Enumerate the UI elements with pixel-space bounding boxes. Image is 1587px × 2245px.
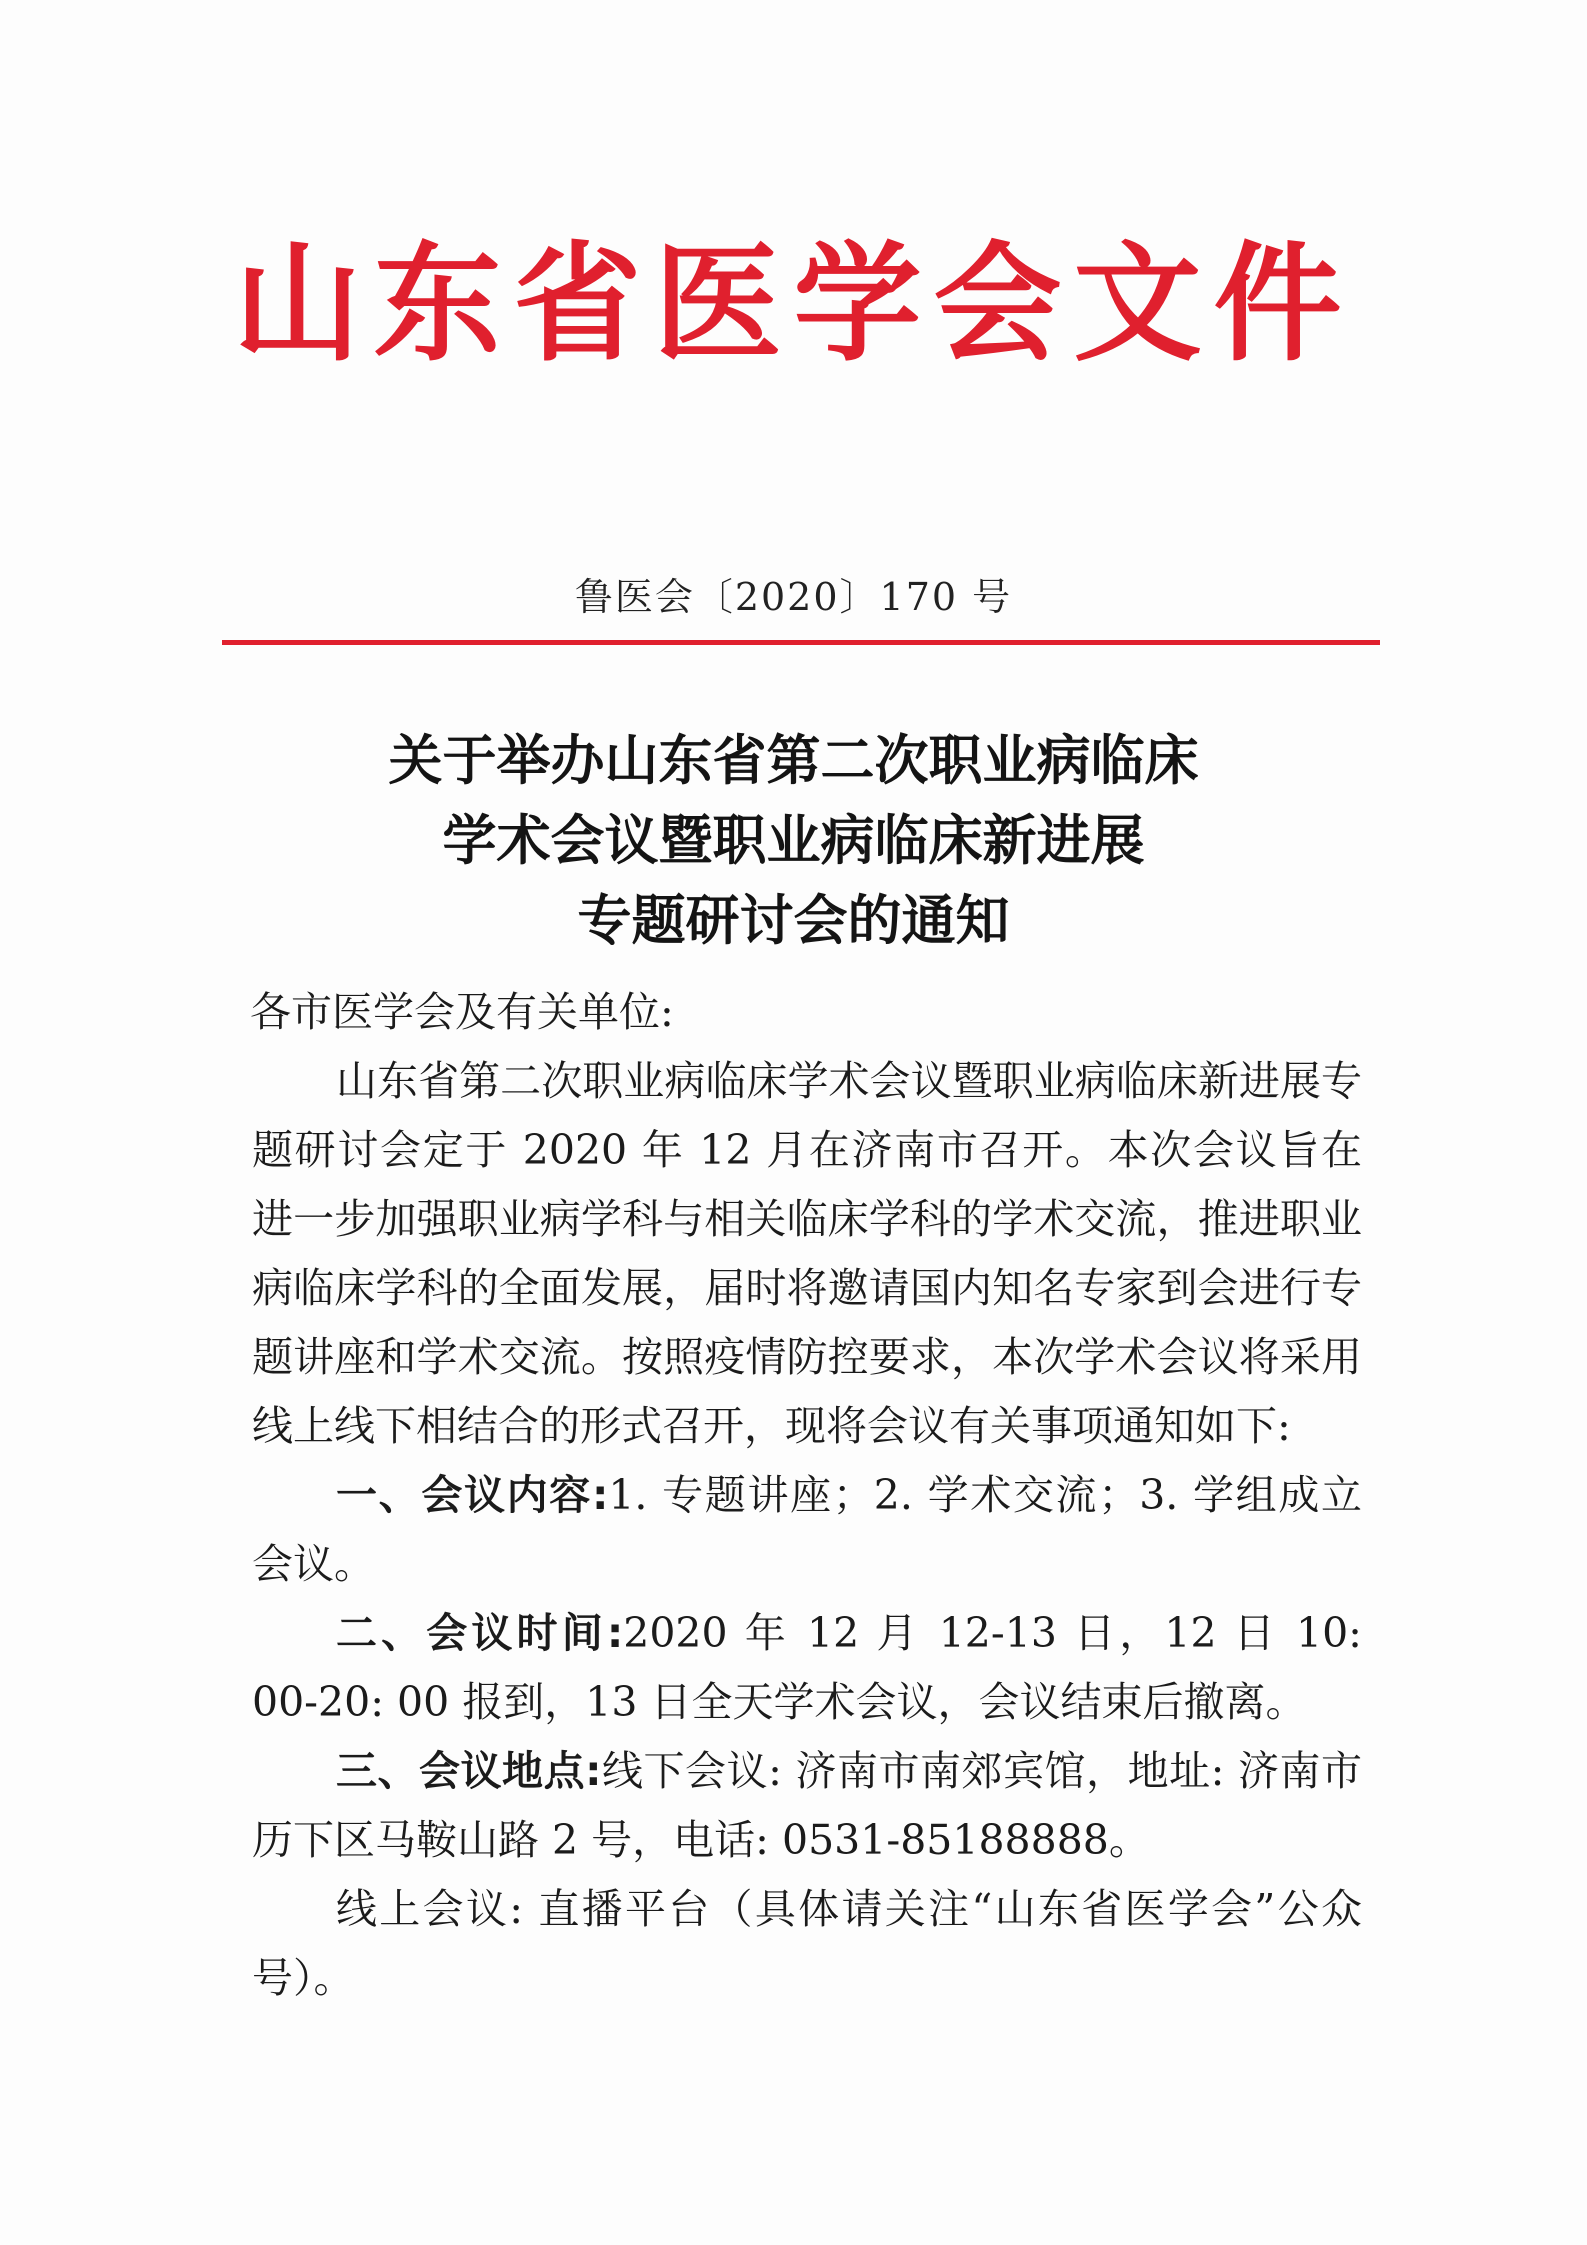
- issuer-title: 山东省医学会文件: [233, 229, 1354, 379]
- section-time: [252, 1599, 1362, 1737]
- section-heading: 二、会议时间:: [336, 1609, 624, 1657]
- section-text: 线下会议: 济南市南郊宾馆，地址: 济南市历下区马鞍山路 2 号，电话: 0531-85188888。: [252, 1747, 1362, 1864]
- section-text: 1. 专题讲座；2. 学术交流；3. 学组成立会议。: [252, 1471, 1362, 1588]
- notice-body: [252, 978, 1362, 2013]
- section-text: 2020 年 12 月 12-13 日，12 日 10: 00-20: 00 报到，13 日全天学术会议，会议结束后撤离。: [252, 1609, 1362, 1726]
- notice-title-line: 学术会议暨职业病临床新进展: [442, 808, 1145, 872]
- section-heading: 三、会议地点:: [336, 1747, 602, 1795]
- document-number: 鲁医会〔2020〕170 号: [574, 575, 1013, 619]
- online-meeting-paragraph: 线上会议: 直播平台（具体请关注“山东省医学会”公众号）。: [252, 1885, 1362, 2002]
- intro-paragraph: 山东省第二次职业病临床学术会议暨职业病临床新进展专题研讨会定于 2020 年 12 月在济南市召开。本次会议旨在进一步加强职业病学科与相关临床学科的学术交流，推进职业病临床学科的全面发展，届时将邀请国内知名专家到会进行专题讲座和学术交流。按照疫情防控要求，本次学术会议将采用线上线下相结合的形式召开，现将会议有关事项通知如下:: [252, 1057, 1362, 1450]
- salutation: 各市医学会及有关单位:: [250, 988, 674, 1036]
- notice-title-line: 关于举办山东省第二次职业病临床: [388, 728, 1199, 792]
- section-content: [252, 1461, 1362, 1599]
- section-heading: 一、会议内容:: [336, 1471, 609, 1519]
- red-divider-line: [222, 640, 1380, 645]
- notice-title-line: 专题研讨会的通知: [577, 888, 1010, 952]
- notice-title: [0, 720, 1587, 960]
- section-location: [252, 1737, 1362, 1875]
